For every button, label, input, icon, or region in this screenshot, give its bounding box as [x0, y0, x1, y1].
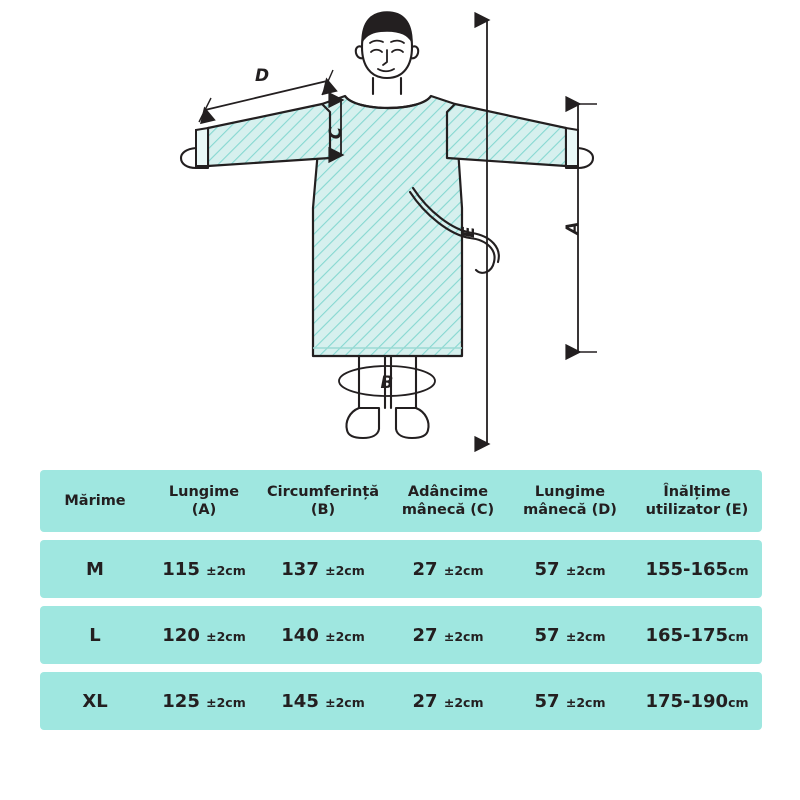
size-chart-table	[40, 462, 762, 738]
value-sleeve-depth-c: 27	[412, 624, 438, 646]
unit-length-a: ±2cm	[206, 562, 246, 578]
header-sleeve-depth-c	[388, 470, 508, 532]
unit-user-height-e: cm	[728, 628, 749, 644]
value-sleeve-length-d: 57	[534, 690, 560, 712]
unit-length-a: ±2cm	[206, 694, 246, 710]
cell-user-height-e	[632, 606, 762, 664]
value-sleeve-length-d: 57	[534, 558, 560, 580]
cell-circumference-b	[258, 540, 388, 598]
header-sleeve-length-d	[508, 470, 632, 532]
label-b: B	[380, 373, 394, 393]
cell-length-a	[150, 672, 258, 730]
value-sleeve-depth-c: 27	[412, 690, 438, 712]
value-circumference-b: 145	[281, 690, 319, 712]
header-length-a	[150, 470, 258, 532]
value-user-height-e: 165-175	[645, 624, 729, 646]
value-circumference-b: 137	[281, 558, 319, 580]
unit-sleeve-length-d: ±2cm	[565, 694, 606, 710]
table-header	[40, 470, 762, 532]
header-user-height-e-line1: Înălțime	[663, 483, 731, 500]
cell-user-height-e	[632, 540, 762, 598]
unit-sleeve-depth-c: ±2cm	[443, 694, 484, 710]
unit-circumference-b: ±2cm	[325, 628, 365, 644]
cell-circumference-b	[258, 606, 388, 664]
value-sleeve-depth-c: 27	[412, 558, 438, 580]
cell-size: XL	[40, 672, 150, 730]
value-circumference-b: 140	[281, 624, 319, 646]
label-e: E	[459, 226, 479, 238]
header-circumference-b	[258, 470, 388, 532]
unit-sleeve-length-d: ±2cm	[565, 562, 606, 578]
cell-size: L	[40, 606, 150, 664]
header-sleeve-length-d-line2: mânecă (D)	[523, 502, 617, 518]
header-user-height-e	[632, 470, 762, 532]
table-header-row	[40, 470, 762, 532]
header-sleeve-length-d-line1: Lungime	[534, 483, 606, 500]
cell-sleeve-length-d	[508, 606, 632, 664]
value-user-height-e: 175-190	[645, 690, 729, 712]
table-row	[40, 672, 762, 730]
gown-garment	[196, 96, 578, 356]
value-length-a: 120	[162, 624, 200, 646]
cell-sleeve-length-d	[508, 540, 632, 598]
value-length-a: 115	[162, 558, 200, 580]
header-circumference-b-line2: (B)	[310, 502, 336, 518]
header-sleeve-depth-c-line2: mânecă (C)	[401, 502, 495, 518]
cell-length-a	[150, 540, 258, 598]
cell-size: M	[40, 540, 150, 598]
cell-length-a	[150, 606, 258, 664]
cell-circumference-b	[258, 672, 388, 730]
table-body	[40, 540, 762, 730]
unit-user-height-e: cm	[728, 562, 749, 578]
unit-sleeve-depth-c: ±2cm	[443, 628, 484, 644]
cell-sleeve-depth-c	[388, 540, 508, 598]
cell-sleeve-depth-c	[388, 672, 508, 730]
label-a: A	[563, 221, 583, 235]
label-d: D	[254, 66, 270, 86]
size-table-container	[40, 462, 762, 738]
value-sleeve-length-d: 57	[534, 624, 560, 646]
cell-user-height-e	[632, 672, 762, 730]
header-user-height-e-line2: utilizator (E)	[645, 502, 749, 518]
cell-sleeve-depth-c	[388, 606, 508, 664]
header-sleeve-depth-c-line1: Adâncime	[407, 483, 489, 500]
header-length-a-line2: (A)	[191, 502, 217, 518]
header-circumference-b-line1: Circumferință	[266, 483, 380, 500]
value-length-a: 125	[162, 690, 200, 712]
unit-circumference-b: ±2cm	[325, 694, 365, 710]
table-row	[40, 540, 762, 598]
header-size	[40, 470, 150, 532]
unit-length-a: ±2cm	[206, 628, 246, 644]
unit-circumference-b: ±2cm	[325, 562, 365, 578]
cell-sleeve-length-d	[508, 672, 632, 730]
header-length-a-line1: Lungime	[168, 483, 240, 500]
value-user-height-e: 155-165	[645, 558, 729, 580]
table-row	[40, 606, 762, 664]
header-size-line1: Mărime	[64, 492, 126, 509]
unit-sleeve-depth-c: ±2cm	[443, 562, 484, 578]
unit-sleeve-length-d: ±2cm	[565, 628, 606, 644]
unit-user-height-e: cm	[728, 694, 749, 710]
label-c: C	[326, 126, 346, 140]
